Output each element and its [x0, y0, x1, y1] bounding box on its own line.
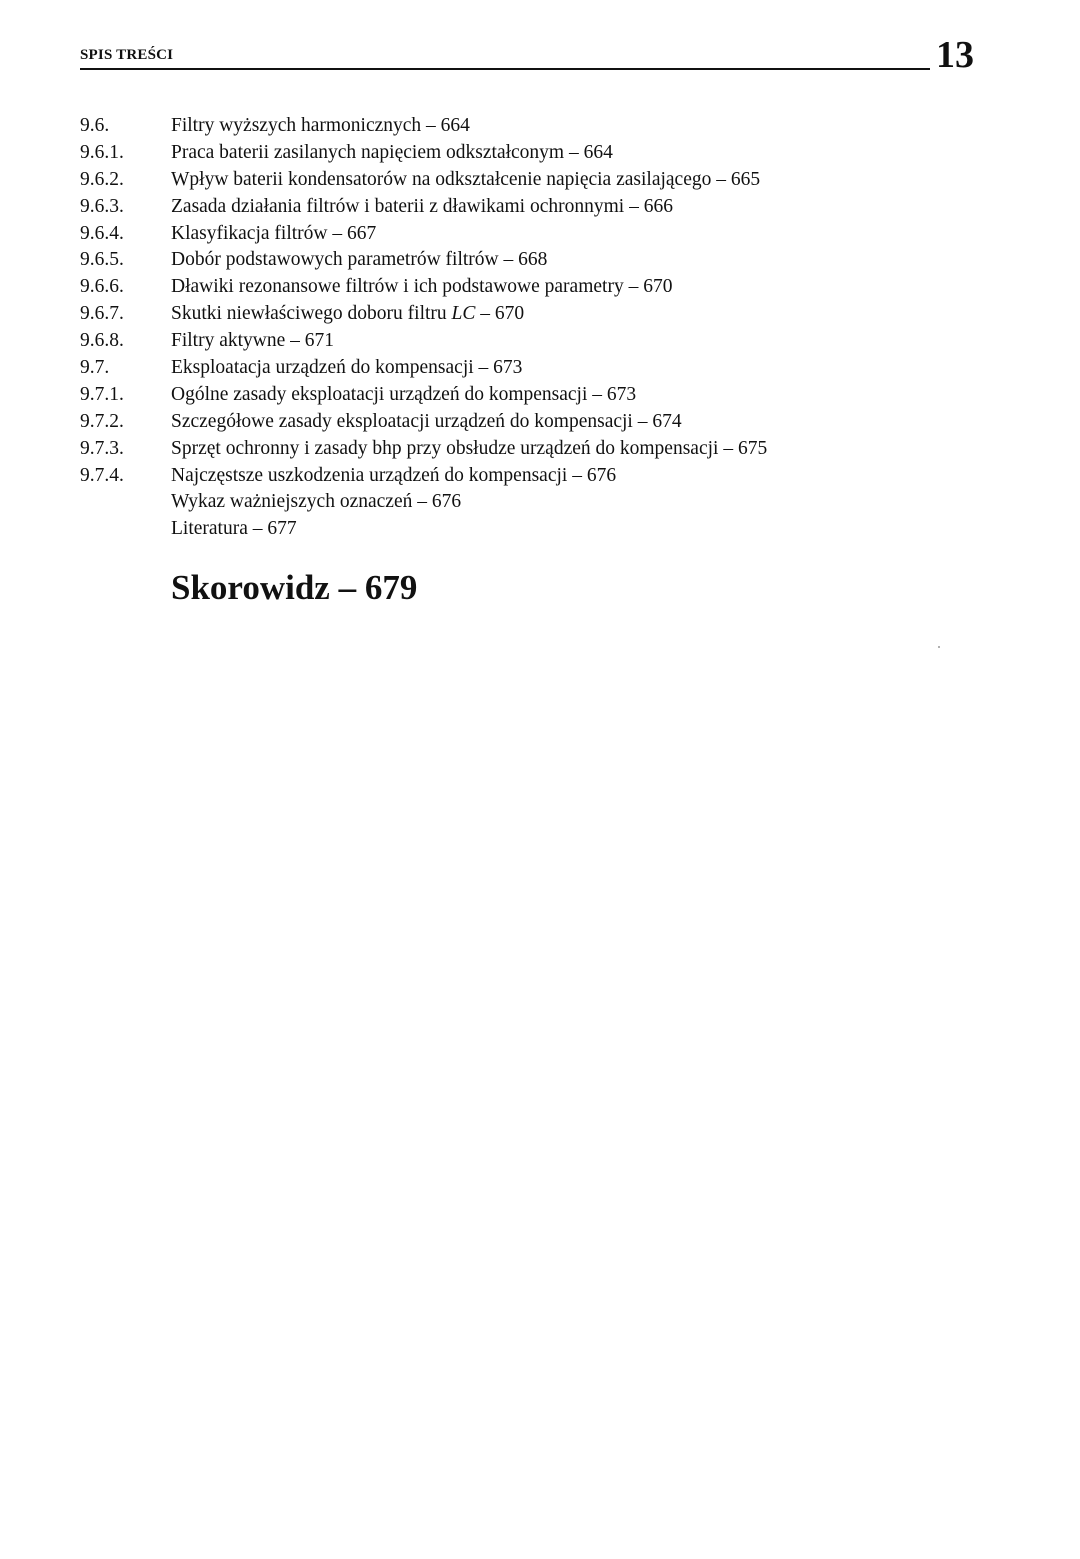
- toc-entry: [80, 355, 980, 382]
- toc-entry-number: 9.7.3.: [80, 437, 124, 459]
- page-number: 13: [936, 34, 974, 76]
- toc-entry-number: 9.6.4.: [80, 222, 124, 244]
- toc-entry-title: Klasyfikacja filtrów – 667: [171, 222, 377, 244]
- toc-entry-number: 9.7.2.: [80, 410, 124, 432]
- toc-entry-number: 9.6.7.: [80, 303, 124, 325]
- toc-entry: [80, 328, 980, 355]
- toc-entry-title: Dławiki rezonansowe filtrów i ich podstawowe parametry – 670: [171, 276, 673, 298]
- header-rule: [80, 68, 930, 70]
- toc-entry-number: 9.6.: [80, 115, 110, 136]
- toc-entry-title: Filtry wyższych harmonicznych – 664: [171, 115, 470, 136]
- toc-entry-number: 9.6.3.: [80, 195, 124, 217]
- toc-entry-number: 9.6.1.: [80, 141, 124, 163]
- toc-entry-number: 9.7.: [80, 357, 110, 379]
- toc-entry-title: Sprzęt ochronny i zasady bhp przy obsłudze urządzeń do kompensacji – 675: [171, 437, 768, 459]
- toc-entry-title: Ogólne zasady eksploatacji urządzeń do kompensacji – 673: [171, 383, 637, 405]
- toc-entry-number: 9.7.4.: [80, 464, 124, 486]
- toc-entry-title: [171, 301, 980, 328]
- toc-entry-number: 9.6.6.: [80, 276, 124, 298]
- toc-entry: [80, 167, 980, 194]
- toc-entry: [80, 409, 980, 436]
- table-of-contents: [80, 113, 980, 543]
- toc-entry-title: Wykaz ważniejszych oznaczeń – 676: [171, 491, 462, 513]
- toc-entry-title: Dobór podstawowych parametrów filtrów – 668: [171, 249, 548, 271]
- toc-entry: [80, 113, 980, 140]
- toc-entry: [80, 247, 980, 274]
- header-title: SPIS TREŚCI: [80, 47, 174, 63]
- toc-entry-title: Wpływ baterii kondensatorów na odkształcenie napięcia zasilającego – 665: [171, 168, 761, 190]
- toc-entry-number: 9.6.8.: [80, 330, 124, 352]
- toc-entry-title: Zasada działania filtrów i baterii z dławikami ochronnymi – 666: [171, 195, 673, 217]
- toc-entry: [80, 301, 980, 328]
- toc-entry-title: Filtry aktywne – 671: [171, 330, 335, 352]
- toc-entry-title-page: – 670: [475, 303, 525, 325]
- toc-entry-title: Szczegółowe zasady eksploatacji urządzeń do kompensacji – 674: [171, 410, 682, 432]
- index-heading: Skorowidz – 679: [171, 568, 418, 607]
- toc-entry: [80, 274, 980, 301]
- toc-entry-title: Najczęstsze uszkodzenia urządzeń do kompensacji – 676: [171, 464, 617, 486]
- running-header: [80, 32, 974, 74]
- toc-entry: [80, 436, 980, 463]
- toc-entry-title-italic: LC: [451, 303, 476, 325]
- toc-entry-number: 9.7.1.: [80, 383, 124, 405]
- toc-entry-title: Eksploatacja urządzeń do kompensacji – 673: [171, 357, 523, 379]
- toc-entry-number: 9.6.2.: [80, 168, 124, 190]
- toc-entry: [80, 140, 980, 167]
- scan-speck: [938, 646, 940, 648]
- toc-entry-number: 9.6.5.: [80, 249, 124, 271]
- toc-entry-title: Praca baterii zasilanych napięciem odkształconym – 664: [171, 141, 613, 163]
- toc-entry: [80, 194, 980, 221]
- toc-entry: [80, 382, 980, 409]
- toc-entry: [80, 463, 980, 490]
- toc-entry: [80, 221, 980, 248]
- toc-entry-title-text: Skutki niewłaściwego doboru filtru: [171, 303, 452, 325]
- toc-entry-title: Literatura – 677: [171, 518, 297, 540]
- toc-entry: [80, 516, 980, 543]
- toc-entry: [80, 489, 980, 516]
